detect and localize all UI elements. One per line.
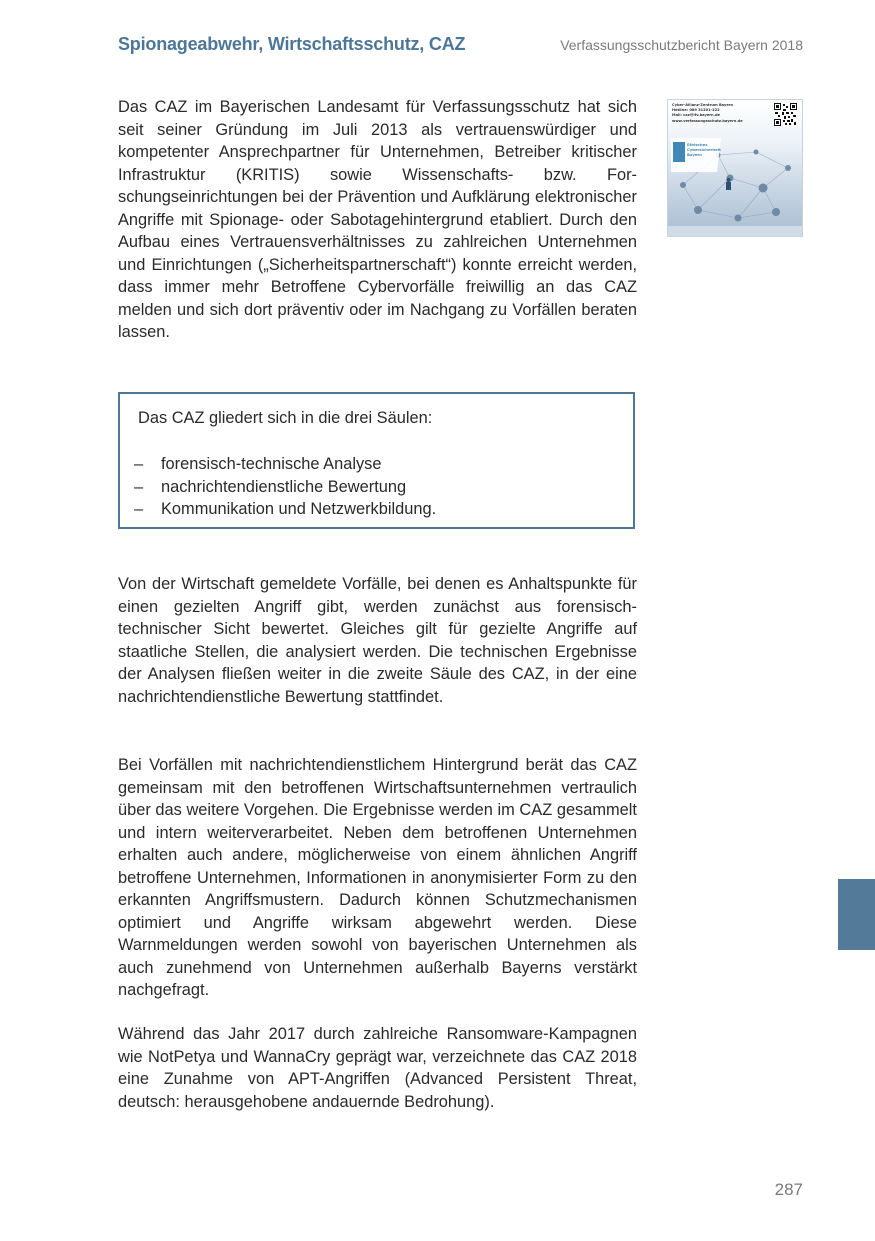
page-number: 287 [774, 1180, 803, 1199]
poster-contact-text: Cyber-Allianz-Zentrum Bayern Hotline: 089 31201-222 Mail: caz@lfv.bayern.de www.verfassungsschutz.bayern.de [672, 103, 743, 123]
caz-poster-image [667, 99, 803, 237]
section-title: Spionageabwehr, Wirtschaftsschutz, CAZ [118, 34, 466, 54]
pillar-info-box [118, 392, 635, 529]
pillar-list [134, 453, 436, 521]
paragraph-intro: Das CAZ im Bayerischen Landesamt für Verfassungsschutz hat sich seit seiner Gründung im Juli 2013 als vertrauenswürdiger und kompetenter Ansprechpartner für Unternehmen, Betreiber kritischer Infrastruktur (KRITIS) sowie Wissenschafts- bzw. Forschungseinrichtungen bei der Prävention und Aufklärung elektronischer Angriffe mit Spionage- oder Sabotagehintergrund etabliert. Durch den Aufbau eines Vertrauensverhältnisses zu zahlreichen Unternehmen und Einrichtungen („Sicherheitspartnerschaft“) konnte erreicht werden, dass immer mehr Betroffene Cybervorfälle freiwillig an das CAZ melden und sich dort präventiv oder im Nachgang zu Vorfällen beraten lassen. [118, 98, 637, 341]
list-item: – forensisch-technische Analyse [134, 455, 382, 473]
paragraph-apt-2018: Während das Jahr 2017 durch zahlreiche Ransomware-Kampagnen wie NotPetya und WannaCry geprägt war, verzeichnete das CAZ 2018 eine Zunahme von APT-Angriffen (Advanced Persistent Threat, deutsch: herausgehobene andauernde Bedrohung). [118, 1025, 637, 1111]
report-title: Verfassungsschutzbericht Bayern 2018 [560, 37, 803, 53]
poster-banner-text: Ethisches Cybersicherheit Bayern [687, 142, 721, 157]
poster-footer [668, 226, 802, 236]
chapter-tab-marker [838, 879, 875, 950]
list-item: – nachrichtendienstliche Bewertung [134, 477, 407, 496]
paragraph-reported-incidents: Von der Wirtschaft gemeldete Vorfälle, bei denen es Anhaltspunkte für einen gezielten Angriff gibt, werden zunächst aus forensisch-technischer Sicht bewertet. Gleiches gilt für gezielte Angriffe auf staatliche Stellen, die analysiert werden. Die technischen Ergebnisse der Analysen fließen weiter in die zweite Säule des CAZ, in der eine nachrichtendienstliche Bewertung stattfindet. [118, 575, 637, 706]
paragraph-intelligence-incidents: Bei Vorfällen mit nachrichtendienstlichem Hintergrund berät das CAZ gemeinsam mit den betroffenen Wirtschaftsunternehmen vertraulich über das weitere Vorgehen. Die Ergebnisse werden im CAZ gesammelt und intern weiterverarbeitet. Neben dem betroffenen Unternehmen erhalten auch andere, möglicherweise von einem ähnlichen Angriff betroffene Unternehmen, Informationen in anonymisierter Form zu den erkannten Angriffsmustern. Dadurch können Schutzmechanismen optimiert und Angriffe wirksam abgewehrt werden. Diese Warnmeldungen werden sowohl von bayerischen Unternehmen als auch zunehmend von Unternehmen außerhalb Bayerns verstärkt nachgefragt. [118, 756, 637, 999]
qr-code-icon [774, 103, 797, 126]
pillar-intro: Das CAZ gliedert sich in die drei Säulen: [138, 409, 433, 427]
list-item: – Kommunikation und Netzwerkbildung. [134, 500, 437, 518]
